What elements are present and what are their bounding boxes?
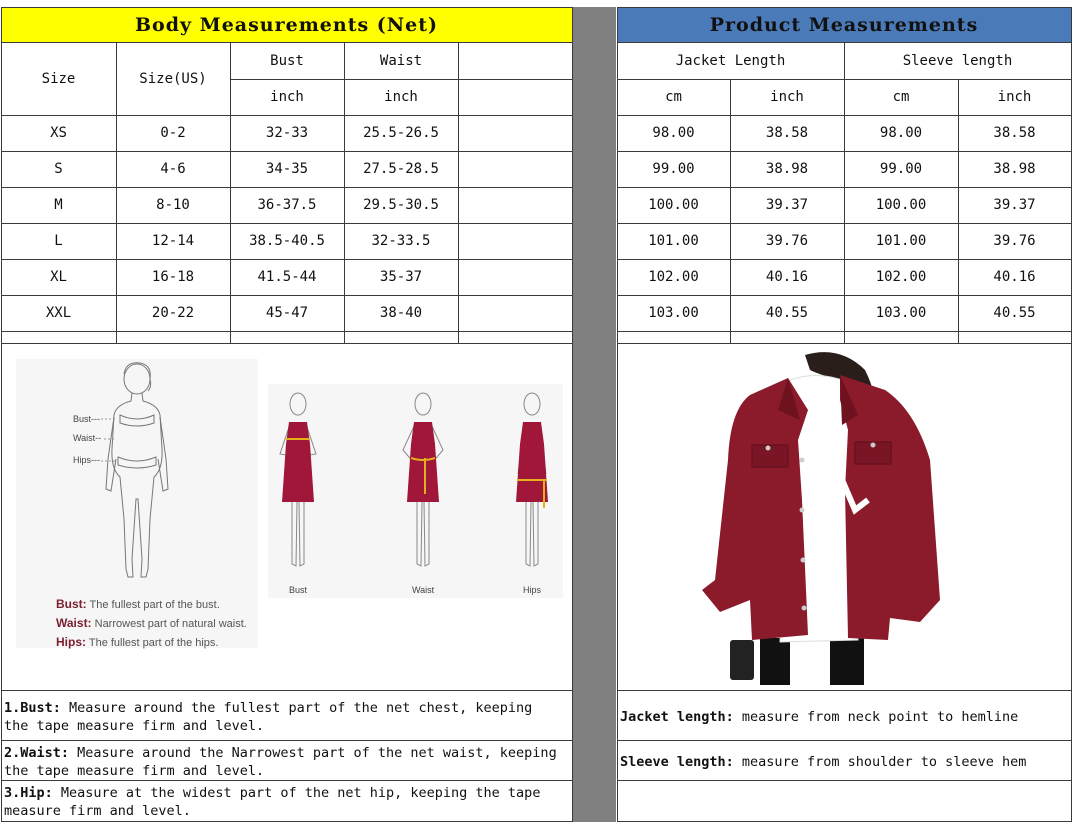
cell-jacket-cm: 101.00 bbox=[648, 233, 699, 249]
product-photo bbox=[690, 350, 950, 685]
cell-sleeve-cm: 99.00 bbox=[879, 161, 923, 177]
cell-size: XXL bbox=[45, 305, 72, 321]
header-size: Size bbox=[41, 70, 76, 87]
cell-bust: 34-35 bbox=[265, 161, 309, 177]
note-hip: 3.Hip: Measure at the widest part of the net hip, keeping the tape measure firm and level. bbox=[4, 785, 541, 819]
dress-figures-icon bbox=[268, 384, 563, 598]
outline-hips-label: Hips--- bbox=[73, 455, 100, 465]
body-measurements-title: Body Measurements (Net) bbox=[1, 7, 572, 42]
cell-sleeve-cm: 98.00 bbox=[879, 125, 923, 141]
cell-jacket-inch: 38.58 bbox=[765, 125, 809, 141]
bust-figure-icon bbox=[280, 393, 316, 566]
legend-bust: Bust: The fullest part of the bust. bbox=[56, 597, 220, 611]
cell-jacket-inch: 40.55 bbox=[765, 305, 809, 321]
note-jacket-length: Jacket length: measure from neck point to hemline bbox=[620, 709, 1019, 725]
header-waist: Waist bbox=[379, 52, 423, 69]
figure-waist-label: Waist bbox=[412, 585, 435, 595]
figure-bust-label: Bust bbox=[289, 585, 308, 595]
cell-size: XL bbox=[50, 269, 67, 285]
cell-jacket-cm: 103.00 bbox=[648, 305, 699, 321]
cell-sleeve-cm: 102.00 bbox=[875, 269, 927, 285]
header-bust: Bust bbox=[270, 52, 304, 69]
header-sleeve-length: Sleeve length bbox=[902, 52, 1013, 69]
legend-hips: Hips: The fullest part of the hips. bbox=[56, 635, 219, 649]
cell-sleeve-inch: 39.76 bbox=[993, 233, 1036, 249]
cell-waist: 25.5-26.5 bbox=[363, 125, 439, 141]
cell-bust: 36-37.5 bbox=[257, 197, 317, 213]
cell-sleeve-inch: 38.98 bbox=[993, 161, 1036, 177]
outline-waist-label: Waist-- bbox=[73, 433, 102, 443]
cell-size-us: 4-6 bbox=[160, 161, 186, 177]
jacket-model-image bbox=[690, 350, 950, 685]
figure-hips-label: Hips bbox=[523, 585, 542, 595]
cell-bust: 32-33 bbox=[265, 125, 309, 141]
cell-waist: 32-33.5 bbox=[371, 233, 431, 249]
cell-jacket-cm: 99.00 bbox=[652, 161, 695, 177]
cell-jacket-inch: 39.37 bbox=[765, 197, 809, 213]
cell-size: L bbox=[54, 233, 63, 249]
cell-waist: 38-40 bbox=[379, 305, 423, 321]
cell-size-us: 8-10 bbox=[156, 197, 190, 213]
header-size-us: Size(US) bbox=[139, 70, 207, 87]
header-sleeve-inch: inch bbox=[997, 89, 1032, 105]
note-waist: 2.Waist: Measure around the Narrowest part of the net waist, keeping the tape measure firm and level. bbox=[4, 745, 557, 779]
cell-jacket-cm: 102.00 bbox=[648, 269, 699, 285]
cell-size: M bbox=[54, 197, 63, 213]
cell-sleeve-inch: 39.37 bbox=[993, 197, 1036, 213]
cell-bust: 38.5-40.5 bbox=[249, 233, 325, 249]
cell-sleeve-cm: 100.00 bbox=[875, 197, 927, 213]
cell-sleeve-cm: 101.00 bbox=[875, 233, 927, 249]
cell-size-us: 12-14 bbox=[151, 233, 195, 249]
cell-waist: 27.5-28.5 bbox=[363, 161, 439, 177]
cell-jacket-inch: 40.16 bbox=[765, 269, 809, 285]
header-jacket-inch: inch bbox=[770, 89, 804, 105]
cell-sleeve-cm: 103.00 bbox=[875, 305, 927, 321]
cell-bust: 45-47 bbox=[265, 305, 309, 321]
dress-measure-figures bbox=[268, 384, 563, 598]
hips-figure-icon bbox=[516, 393, 548, 566]
header-sleeve-cm: cm bbox=[892, 89, 910, 105]
cell-sleeve-inch: 38.58 bbox=[993, 125, 1036, 141]
cell-bust: 41.5-44 bbox=[257, 269, 317, 285]
cell-waist: 35-37 bbox=[379, 269, 423, 285]
cell-jacket-cm: 98.00 bbox=[652, 125, 695, 141]
cell-size: XS bbox=[50, 125, 67, 141]
cell-sleeve-inch: 40.16 bbox=[993, 269, 1036, 285]
cell-jacket-inch: 39.76 bbox=[765, 233, 809, 249]
body-outline-diagram bbox=[16, 359, 258, 648]
cell-size: S bbox=[54, 161, 63, 177]
product-measurements-title: Product Measurements bbox=[617, 7, 1071, 42]
cell-jacket-cm: 100.00 bbox=[648, 197, 699, 213]
cell-size-us: 20-22 bbox=[151, 305, 195, 321]
note-bust: 1.Bust: Measure around the fullest part of the net chest, keeping the tape measure firm and level. bbox=[4, 700, 533, 734]
cell-jacket-inch: 38.98 bbox=[765, 161, 809, 177]
header-jacket-length: Jacket Length bbox=[675, 52, 786, 69]
waist-figure-icon bbox=[403, 393, 443, 566]
header-jacket-cm: cm bbox=[665, 89, 682, 105]
cell-size-us: 16-18 bbox=[151, 269, 195, 285]
note-sleeve-length: Sleeve length: measure from shoulder to sleeve hem bbox=[620, 754, 1027, 770]
separator-column bbox=[573, 7, 616, 822]
legend-waist: Waist: Narrowest part of natural waist. bbox=[56, 616, 247, 630]
cell-waist: 29.5-30.5 bbox=[363, 197, 439, 213]
outline-bust-label: Bust--- bbox=[73, 414, 100, 424]
cell-size-us: 0-2 bbox=[160, 125, 186, 141]
header-waist-unit: inch bbox=[384, 89, 418, 105]
header-bust-unit: inch bbox=[270, 89, 304, 105]
cell-sleeve-inch: 40.55 bbox=[993, 305, 1036, 321]
